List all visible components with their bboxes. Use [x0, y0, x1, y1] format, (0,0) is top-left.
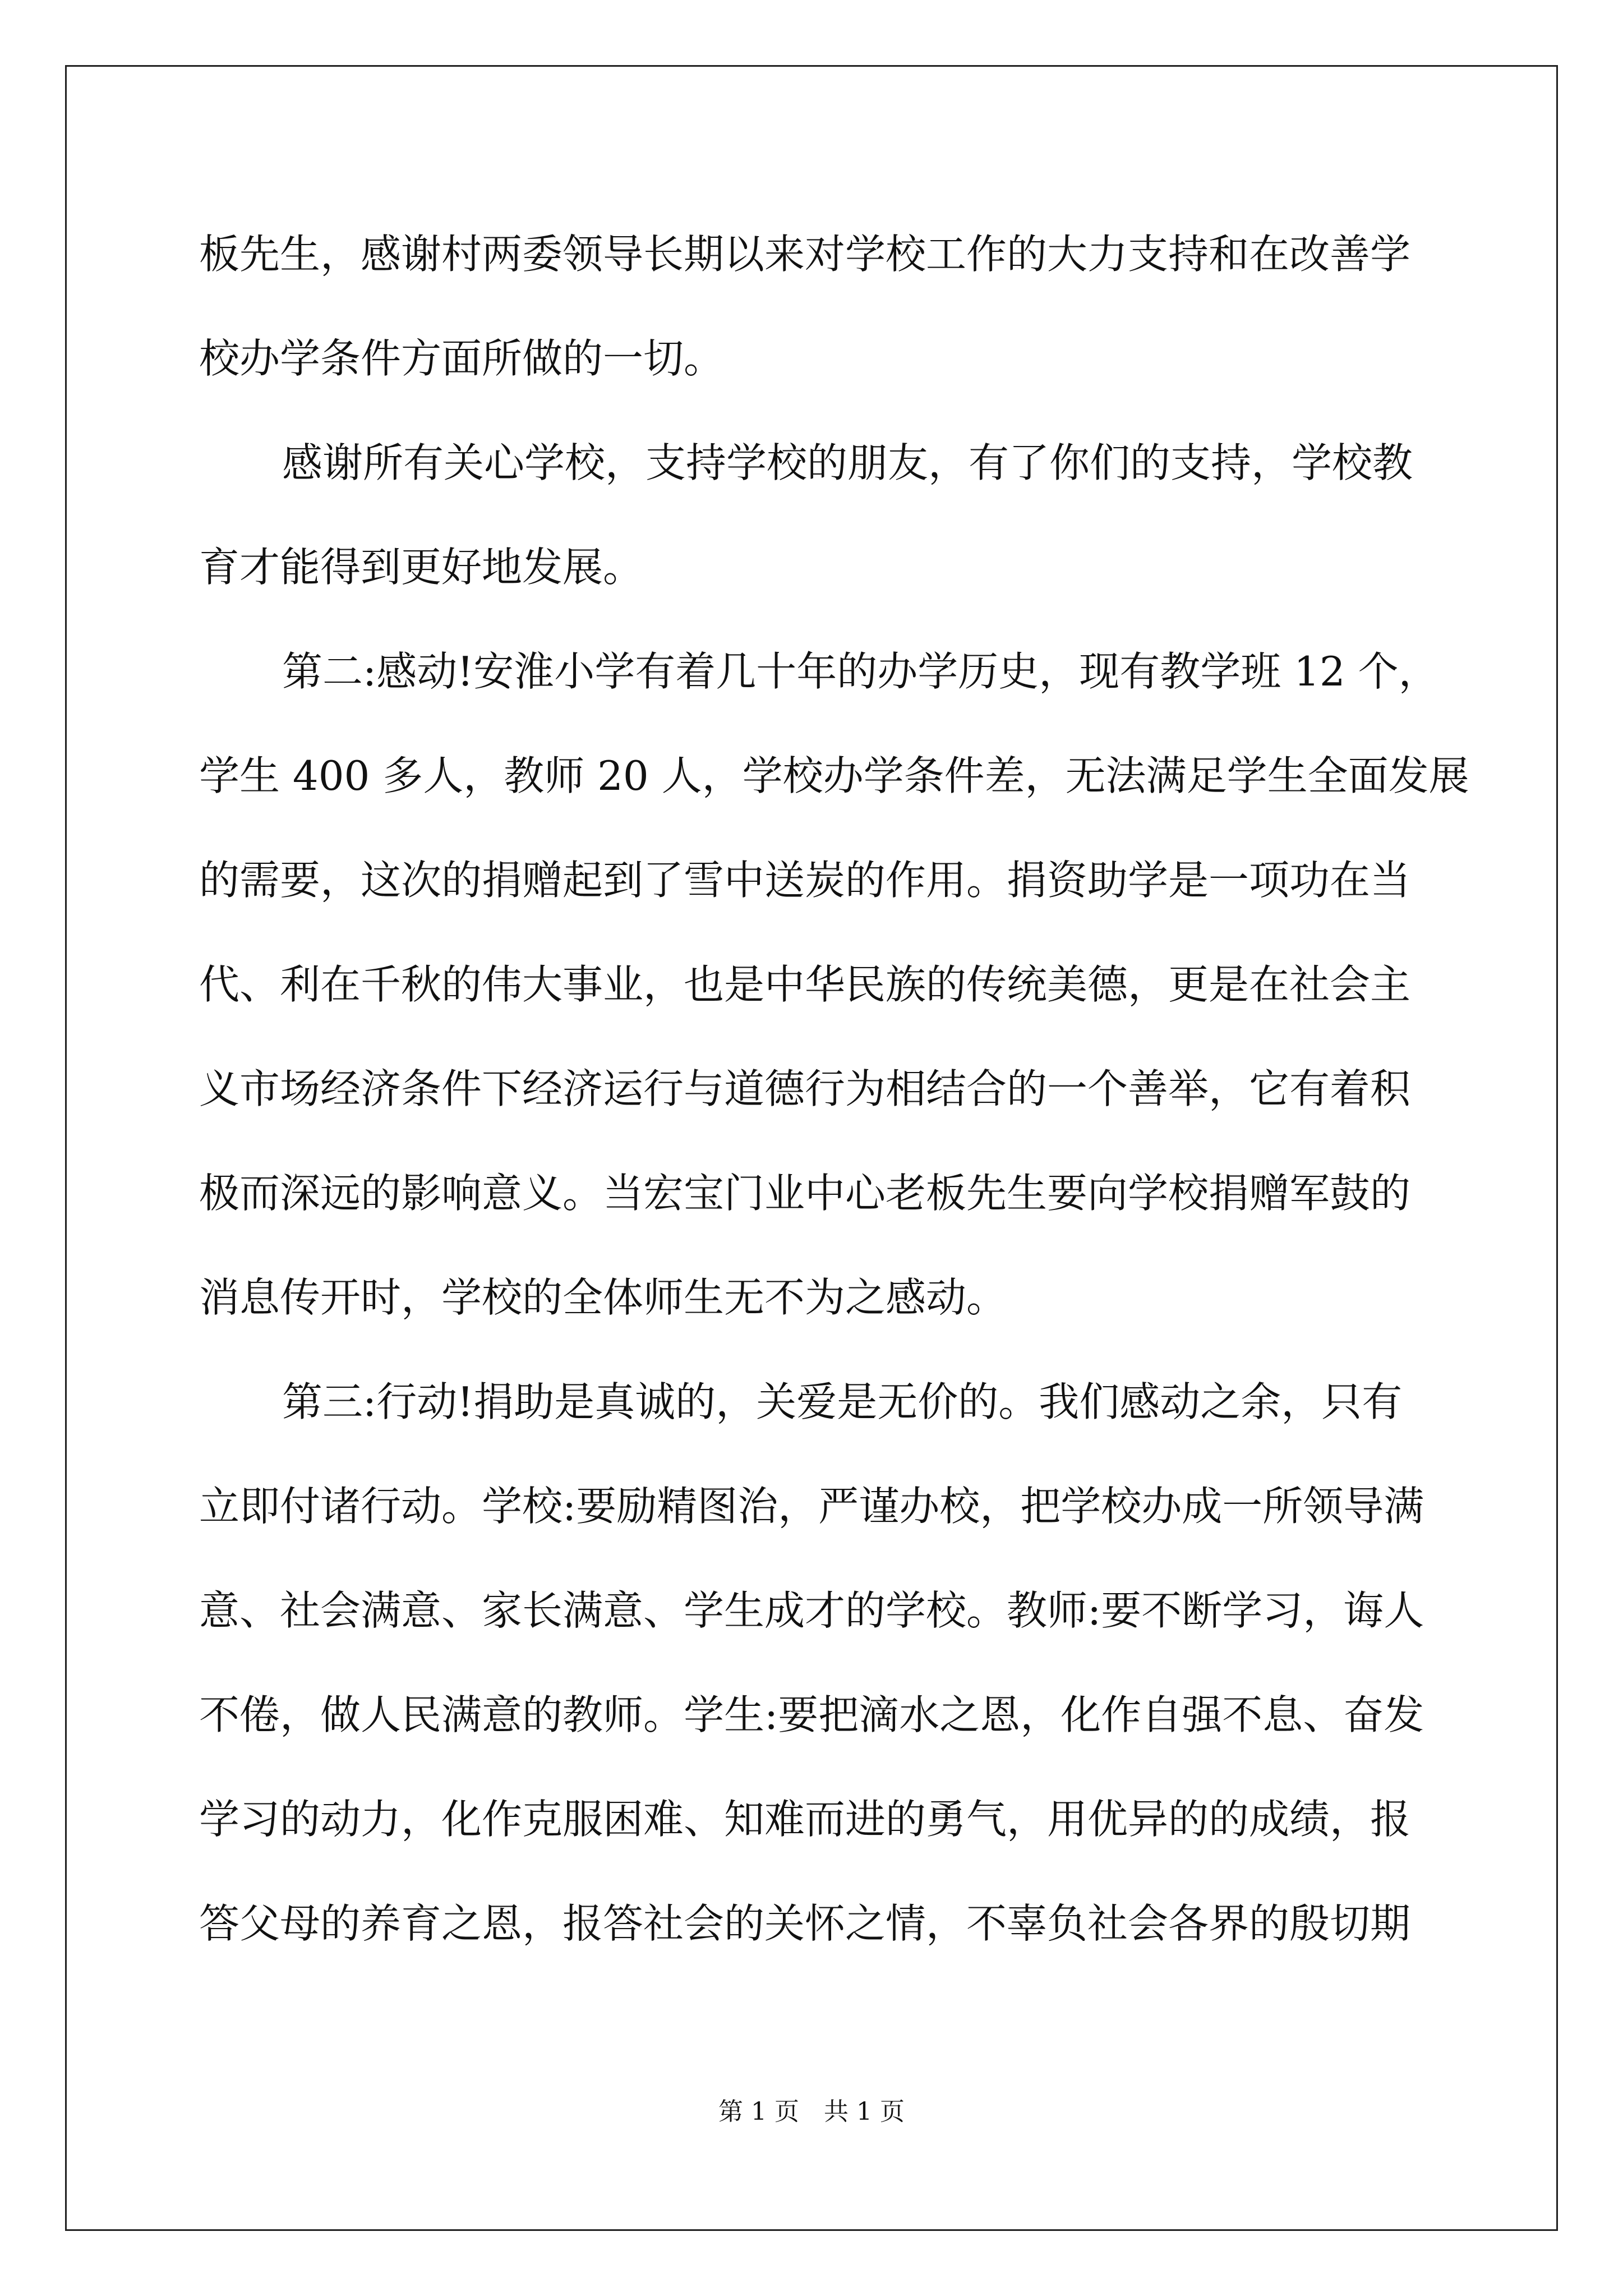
text-line: 第三:行动!捐助是真诚的，关爱是无价的。我们感动之余，只有 — [282, 1378, 1403, 1425]
text-line: 学习的动力，化作克服困难、知难而进的勇气，用优异的的成绩，报 — [199, 1796, 1411, 1843]
text-line: 意、社会满意、家长满意、学生成才的学校。教师:要不断学习，诲人 — [199, 1587, 1424, 1634]
text-line: 感谢所有关心学校，支持学校的朋友，有了你们的支持，学校教 — [282, 439, 1413, 486]
text-line: 代、利在千秋的伟大事业，也是中华民族的传统美德，更是在社会主 — [199, 961, 1411, 1008]
paragraph — [199, 411, 1427, 619]
text-line: 学生 400 多人，教师 20 人，学校办学条件差，无法满足学生全面发展 — [199, 752, 1469, 799]
text-line: 义市场经济条件下经济运行与道德行为相结合的一个善举，它有着积 — [199, 1065, 1411, 1112]
text-line: 消息传开时，学校的全体师生无不为之感动。 — [199, 1274, 1007, 1321]
text-line: 育才能得到更好地发展。 — [199, 544, 644, 591]
text-line: 极而深远的影响意义。当宏宝门业中心老板先生要向学校捐赠军鼓的 — [199, 1170, 1411, 1217]
page-footer — [0, 2095, 1623, 2129]
text-line: 不倦，做人民满意的教师。学生:要把滴水之恩，化作自强不息、奋发 — [199, 1691, 1424, 1738]
text-line: 板先生，感谢村两委领导长期以来对学校工作的大力支持和在改善学 — [199, 231, 1411, 278]
page-total: 共 1 页 — [824, 2097, 905, 2126]
paragraph — [199, 202, 1427, 411]
document-body — [199, 202, 1469, 1976]
paragraph — [199, 619, 1469, 1350]
text-line: 的需要，这次的捐赠起到了雪中送炭的作用。捐资助学是一项功在当 — [199, 857, 1411, 904]
text-line: 校办学条件方面所做的一切。 — [199, 335, 725, 382]
text-line: 立即付诸行动。学校:要励精图治，严谨办校，把学校办成一所领导满 — [199, 1483, 1424, 1530]
paragraph — [199, 1350, 1427, 1976]
text-line: 答父母的养育之恩，报答社会的关怀之情，不辜负社会各界的殷切期 — [199, 1900, 1411, 1947]
text-line: 第二:感动!安淮小学有着几十年的办学历史，现有教学班 12 个， — [282, 648, 1439, 695]
page-number: 第 1 页 — [718, 2097, 799, 2126]
